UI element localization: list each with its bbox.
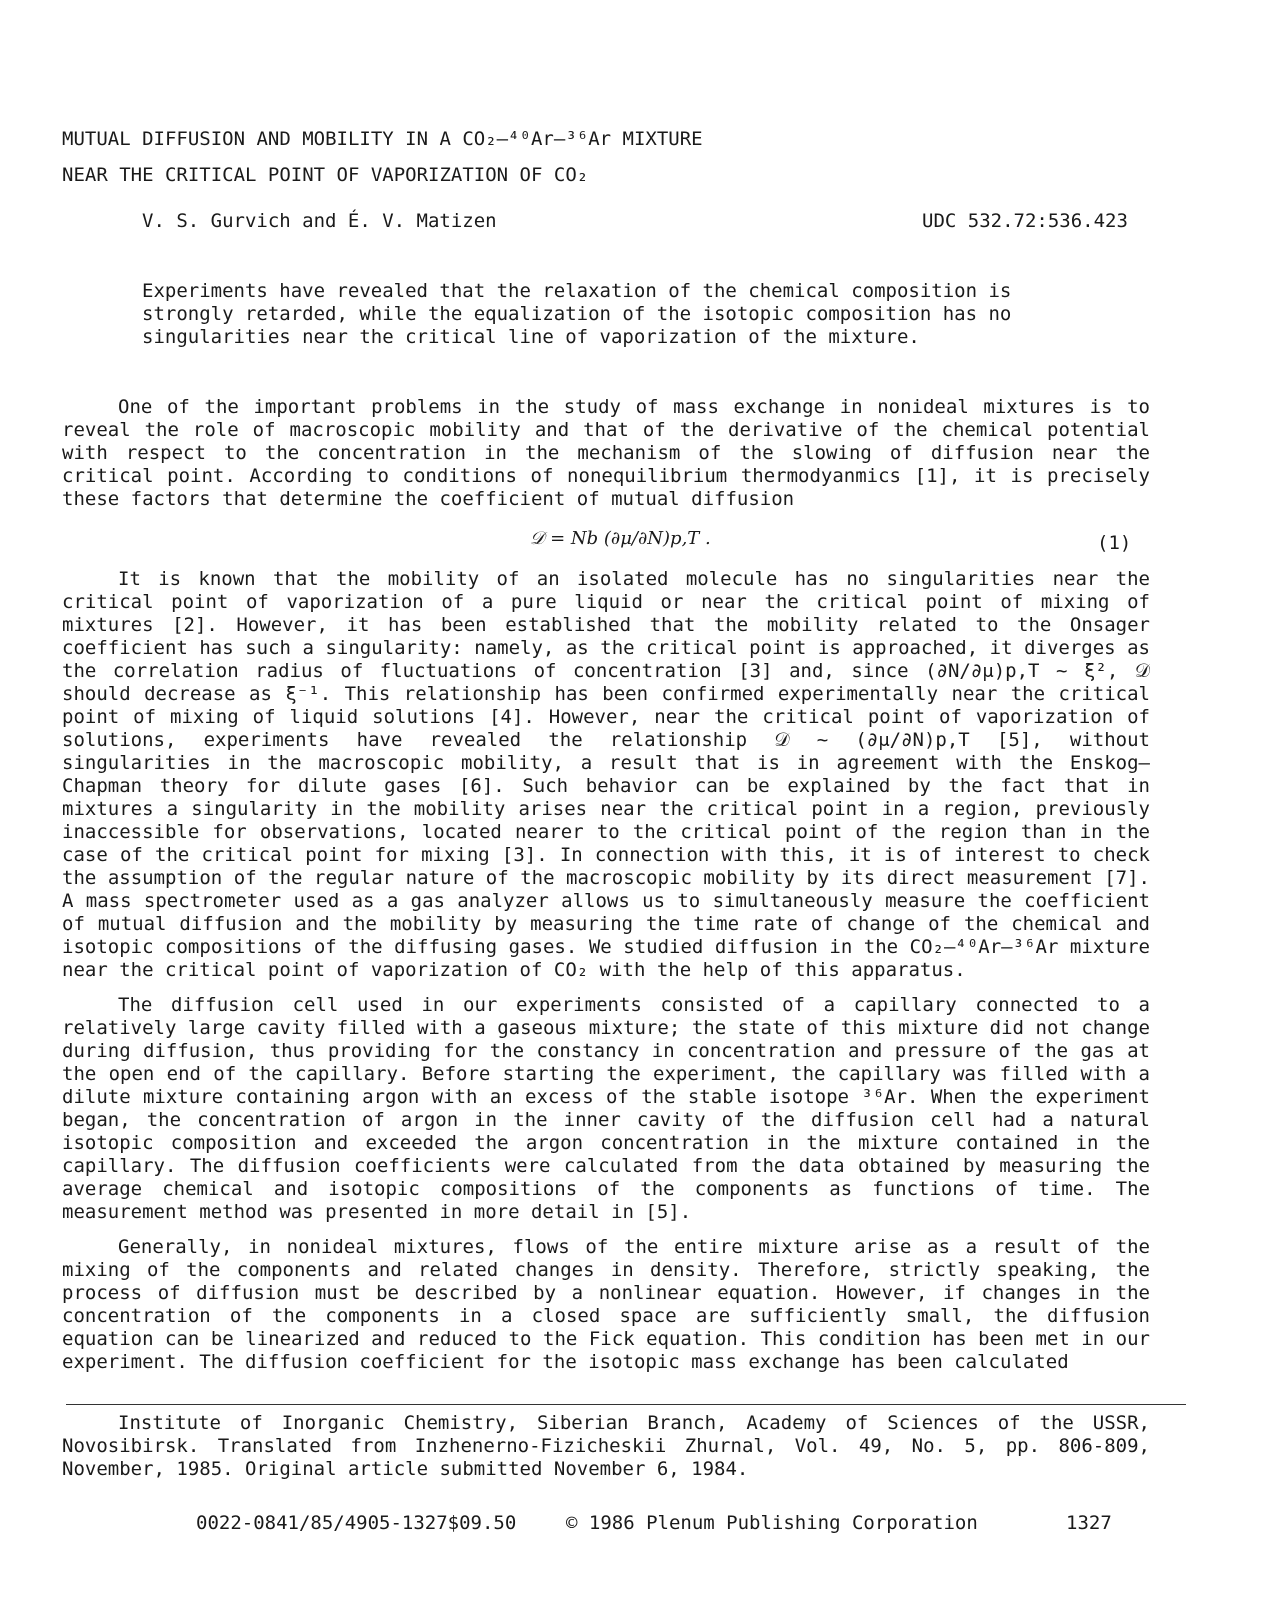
paragraph-3: The diffusion cell used in our experiments consisted of a capillary connected to a relatively large cavity filled with a gaseous mixture; the state of this mixture did not change during diffusion, thus providing for the constancy in concentration and pressure of the gas at the open end of the capillary. Before starting the experiment, the capillary was filled with a dilute mixture containing argon with an excess of the stable isotope ³⁶Ar. When the experiment began, the concentration of argon in the inner cavity of the diffusion cell had a natural isotopic composition and exceeded the argon concentration in the mixture contained in the capillary. The diffusion coefficients were calculated from the data obtained by measuring the average chemical and isotopic compositions of the components as functions of time. The measurement method was presented in more detail in [5]. — [62, 994, 1150, 1223]
copyright-notice: © 1986 Plenum Publishing Corporation — [566, 1512, 978, 1534]
footnote-divider — [66, 1404, 1186, 1405]
udc-code: UDC 532.72:536.423 — [922, 210, 1128, 232]
paragraph-4: Generally, in nonideal mixtures, flows of the entire mixture arise as a result of the mixing of the components and related changes in density. Therefore, strictly speaking, the process of diffusion must be described by a nonlinear equation. However, if changes in the concentration of the components in a closed space are sufficiently small, the diffusion equation can be linearized and reduced to the Fick equation. This condition has been met in our experiment. The diffusion coefficient for the isotopic mass exchange has been calculated — [62, 1236, 1150, 1373]
paragraph-2: It is known that the mobility of an isolated molecule has no singularities near the critical point of vaporization of a pure liquid or near the critical point of mixing of mixtures [2]. However, it has been established that the mobility related to the Onsager coefficient has such a singularity: namely, as the critical point is approached, it diverges as the correlation radius of fluctuations of concentration [3] and, since (∂N/∂μ)p,T ~ ξ², 𝒟 should decrease as ξ⁻¹. This relationship has been confirmed experimentally near the critical point of mixing of liquid solutions [4]. However, near the critical point of vaporization of solutions, experiments have revealed the relationship 𝒟 ~ (∂μ/∂N)p,T [5], without singularities in the macroscopic mobility, a result that is in agreement with the Enskog–Chapman theory for dilute gases [6]. Such behavior can be explained by the fact that in mixtures a singularity in the mobility arises near the critical point in a region, previously inaccessible for observations, located nearer to the critical point of the region than in the case of the critical point for mixing [3]. In connection with this, it is of interest to check the assumption of the regular nature of the macroscopic mobility by its direct measurement [7]. A mass spectrometer used as a gas analyzer allows us to simultaneously measure the coefficient of mutual diffusion and the mobility by measuring the time rate of change of the chemical and isotopic compositions of the diffusing gases. We studied diffusion in the CO₂–⁴⁰Ar–³⁶Ar mixture near the critical point of vaporization of CO₂ with the help of this apparatus. — [62, 568, 1150, 981]
paragraph-1: One of the important problems in the study of mass exchange in nonideal mixtures is to reveal the role of macroscopic mobility and that of the derivative of the chemical potential with respect to the concentration in the mechanism of the slowing of diffusion near the critical point. According to conditions of nonequilibrium thermodyanmics [1], it is precisely these factors that determine the coefficient of mutual diffusion — [62, 396, 1150, 510]
abstract: Experiments have revealed that the relaxation of the chemical composition is strongly retarded, while the equalization of the isotopic composition has no singularities near the critical line of vaporization of the mixture. — [142, 280, 1012, 348]
publication-code: 0022-0841/85/4905-1327$09.50 — [196, 1512, 517, 1534]
title-line-1: MUTUAL DIFFUSION AND MOBILITY IN A CO₂–⁴⁰Ar–³⁶Ar MIXTURE — [62, 128, 703, 150]
body-section-2 — [62, 568, 1150, 1374]
equation-1: 𝒟 = Nb (∂μ/∂N)p,T . — [530, 528, 711, 549]
title-line-2: NEAR THE CRITICAL POINT OF VAPORIZATION OF CO₂ — [62, 164, 589, 186]
footnote — [62, 1412, 1150, 1481]
equation-number: (1) — [1097, 532, 1132, 554]
authors: V. S. Gurvich and É. V. Matizen — [142, 210, 497, 232]
page-number: 1327 — [1066, 1512, 1112, 1534]
footnote-text: Institute of Inorganic Chemistry, Siberian Branch, Academy of Sciences of the USSR, Novosibirsk. Translated from Inzhenerno-Fizicheskii Zhurnal, Vol. 49, No. 5, pp. 806-809, November, 1985. Original article submitted November 6, 1984. — [62, 1412, 1150, 1480]
body-section-1 — [62, 396, 1150, 511]
